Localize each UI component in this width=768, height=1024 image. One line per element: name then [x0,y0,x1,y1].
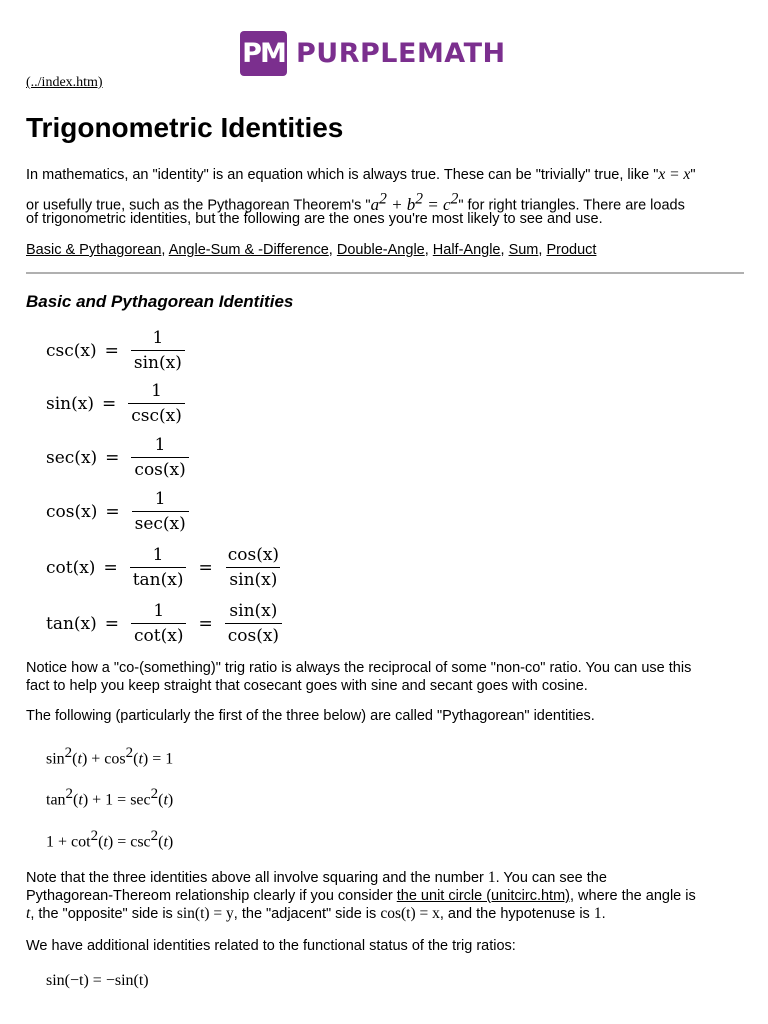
nav-link-sum[interactable]: Sum [508,242,539,258]
logo-mark: PM [240,31,287,76]
nav-link-double-angle[interactable]: Double-Angle [336,242,425,258]
unit-circle-link[interactable]: the unit circle (unitcirc.htm) [396,888,570,904]
section-title: Basic and Pythagorean Identities [26,292,294,311]
note-line-2: Pythagorean-Thereom relationship clearly if you consider the unit circle (unitcirc.htm), where the angle is [26,888,696,904]
intro-line-3: of trigonometric identities, but the following are the ones you're most likely to see and use. [26,211,603,227]
pythagorean-identity-2: $\tan^2(t) + 1 = \sec^2(t)$ [46,786,174,809]
note-line-1: Note that the three identities above all involve squaring and the number 1. You can see the [26,869,607,886]
identity-tan: tan(x) = $\frac{1}{\cot(x)}$ = $\frac{\sin(x)}{\cos(x)}$ [46,601,286,646]
logo-text: PURPLEMATH [296,38,506,69]
odd-sine-identity: sin(−t) = −sin(t) [46,972,149,989]
back-link[interactable]: (../index.htm) [26,75,103,90]
notice-line-1: Notice how a "co-(something)" trig ratio is always the reciprocal of some "non-co" ratio. You can use this [26,660,692,676]
identity-nav: Basic & Pythagorean, Angle-Sum & -Difference, Double-Angle, Half-Angle, Sum, Product [26,242,597,258]
notice-line-2: fact to help you keep straight that cosecant goes with sine and secant goes with cosine. [26,678,588,694]
note-line-3: t, the "opposite" side is sin(t) = y, the "adjacent" side is cos(t) = x, and the hypotenuse is 1. [26,905,606,922]
divider [26,272,744,274]
identity-cos: cos(x) = $\frac{1}{\sec(x)}$ [46,489,193,534]
identity-csc: csc(x) = $\frac{1}{\sin(x)}$ [46,328,189,373]
nav-link-product[interactable]: Product [546,242,597,258]
intro-line-2: or usefully true, such as the Pythagorean Theorem's "$a^2 + b^2 = c^2$" for right triangles. There are loads [26,190,685,214]
page-title: Trigonometric Identities [26,112,344,143]
functional-intro: We have additional identities related to the functional status of the trig ratios: [26,938,516,954]
identity-sin: sin(x) = $\frac{1}{\csc(x)}$ [46,381,189,426]
identity-sec: sec(x) = $\frac{1}{\cos(x)}$ [46,435,193,480]
pythagorean-intro: The following (particularly the first of the three below) are called "Pythagorean" identities. [26,708,595,724]
nav-link-half-angle[interactable]: Half-Angle [432,242,501,258]
pythagorean-identity-1: $\sin^2(t) + \cos^2(t) = 1$ [46,745,174,768]
intro-line-1: In mathematics, an "identity" is an equation which is always true. These can be "trivially" true, like "x = x" [26,166,696,183]
pythagorean-identity-3: $1 + \cot^2(t) = \csc^2(t)$ [46,828,174,851]
nav-link-angle-sum[interactable]: Angle-Sum & -Difference [168,242,329,258]
purplemath-logo[interactable] [240,31,506,76]
nav-link-basic[interactable]: Basic & Pythagorean [26,242,162,258]
identity-cot: cot(x) = $\frac{1}{\tan(x)}$ = $\frac{\cos(x)}{\sin(x)}$ [46,545,280,590]
